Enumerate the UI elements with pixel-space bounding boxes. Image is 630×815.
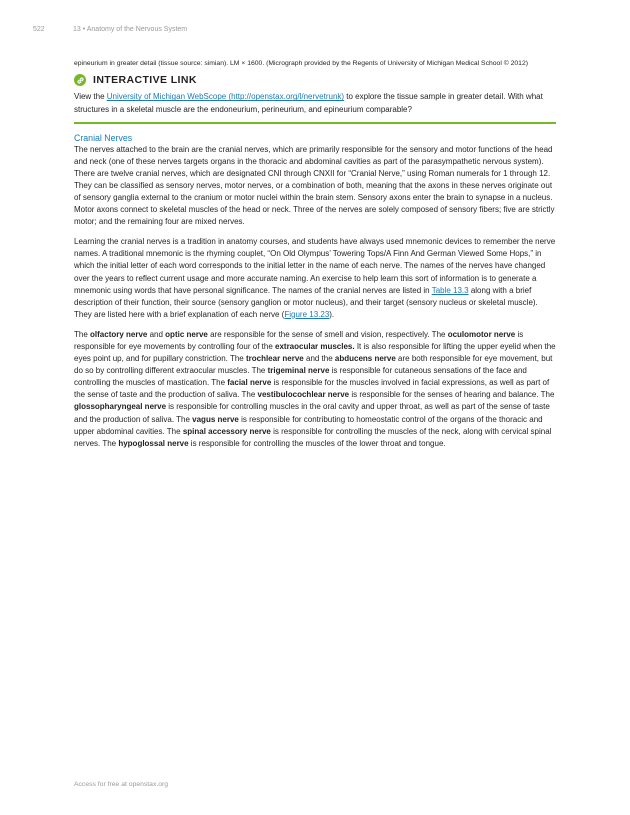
figure-caption: epineurium in greater detail (tissue source: simian). LM × 1600. (Micrograph provided by the Regents of University of Michigan Medical School © 2012) <box>74 60 529 67</box>
paragraph-text: are both responsible for eye movement, but do so by controlling different extraocular muscles. The <box>74 354 553 376</box>
running-header <box>33 26 187 33</box>
interactive-link-header <box>74 74 556 86</box>
paragraph-text: are responsible for the sense of smell and vision, respectively. The <box>207 329 448 339</box>
nerve-term: vagus nerve <box>192 414 239 424</box>
figure-13-23-link[interactable]: Figure 13.23 <box>284 309 330 319</box>
nerve-term: extraocular muscles. <box>275 342 355 351</box>
nerve-term: glossopharyngeal nerve <box>74 402 167 412</box>
nerve-term: trigeminal nerve <box>267 366 330 376</box>
nerve-term: olfactory nerve <box>90 329 148 339</box>
paragraph-text: along with a brief description of their function, their source (sensory ganglion or motor nucleus), and their target (sensory nucleus or skeletal muscle). They are listed here with a brief explanation of each nerve ( <box>74 285 538 319</box>
paragraph-text: It is also responsible for lifting the upper eyelid when the eyes point up, and for pupillary constriction. The <box>74 342 556 364</box>
paragraph-text: is responsible for cutaneous sensations of the face and controlling the muscles of mastication. The <box>74 366 527 388</box>
interactive-link-text-before: View the <box>74 92 107 102</box>
running-title: 13 • Anatomy of the Nervous System <box>73 26 188 33</box>
paragraph-text: is responsible for controlling the muscles of the neck, along with cervical spinal nerves. The <box>74 426 552 448</box>
nerve-term: abducens nerve <box>334 354 396 364</box>
link-icon <box>74 74 86 86</box>
nerve-term: spinal accessory nerve <box>182 426 271 436</box>
paragraph-cranial-nerves-intro: The nerves attached to the brain are the cranial nerves, which are primarily responsible for the sensory and motor functions of the head and neck (one of these nerves targets organs in the thoracic and abdominal cavities as part of the parasympathetic nervous system). There are twelve cranial nerves, which are designated CNI through CNXII for “Cranial Nerve,” using Roman numerals for 1 through 12. They can be classified as sensory nerves, motor nerves, or a combination of both, meaning that the axons in these nerves originate out of sensory ganglia external to the cranium or motor nuclei within the brain stem. Sensory axons enter the brain to synapse in a nucleus. Motor axons connect to skeletal muscles of the head or neck. Three of the nerves are solely composed of sensory fibers; five are strictly motor; and the remaining four are mixed nerves. <box>74 144 555 227</box>
paragraph-text: is responsible for contributing to homeostatic control of the organs of the thoracic and upper abdominal cavities. The <box>74 414 543 436</box>
paragraph-text: and the <box>303 354 335 364</box>
paragraph-nerve-descriptions <box>74 329 556 450</box>
section-divider <box>74 122 556 124</box>
nerve-term: facial nerve <box>227 378 272 388</box>
table-13-3-link[interactable]: Table 13.3 <box>431 285 469 295</box>
paragraph-mnemonic <box>74 236 556 321</box>
section-title: Cranial Nerves <box>74 132 133 143</box>
paragraph-text: is responsible for controlling muscles in the oral cavity and upper throat, as well as part of the sense of taste and the production of saliva. The <box>74 402 550 424</box>
nerve-term: vestibulocochlear nerve <box>257 390 350 400</box>
page-number: 522 <box>33 26 45 33</box>
paragraph-text: The <box>74 329 91 339</box>
nerve-term: trochlear nerve <box>245 354 304 364</box>
paragraph-text: is responsible for the muscles involved in facial expressions, as well as part of the sense of taste and the production of saliva. The <box>74 378 550 400</box>
paragraph-text: is responsible for controlling the muscles of the lower throat and tongue. <box>188 438 446 448</box>
nerve-term: oculomotor nerve <box>447 329 516 339</box>
paragraph-text: and <box>147 329 166 339</box>
paragraph-text: ). <box>329 309 335 319</box>
page-footer: Access for free at openstax.org <box>74 781 169 788</box>
paragraph-text: Learning the cranial nerves is a tradition in anatomy courses, and students have always used mnemonic devices to remember the nerve names. A traditional mnemonic is the rhyming couplet, “On Old Olympus’ Towering Tops/A Finn And German Viewed Some Hops,” in which the initial letter of each word corresponds to the initial letter in the name of each nerve. The names of the nerves have changed over the years to reflect current usage and more accurate naming. An exercise to help learn this sort of information is to generate a mnemonic using words that have personal significance. The names of the cranial nerves are listed in <box>74 237 556 295</box>
interactive-link-text-after: to explore the tissue sample in greater detail. With what structures in a skeletal muscle are the endoneurium, perineurium, and epineurium comparable? <box>74 92 543 114</box>
nerve-term: optic nerve <box>165 329 208 339</box>
interactive-link-text <box>74 91 556 115</box>
paragraph-text: is responsible for the senses of hearing and balance. The <box>349 390 555 400</box>
interactive-link-heading: INTERACTIVE LINK <box>93 74 197 87</box>
webscope-link[interactable]: University of Michigan WebScope (http://openstax.org/l/nervetrunk) <box>106 92 345 102</box>
paragraph-text: is responsible for eye movements by controlling four of the <box>74 329 524 351</box>
main-content <box>74 59 556 458</box>
nerve-term: hypoglossal nerve <box>118 438 189 448</box>
